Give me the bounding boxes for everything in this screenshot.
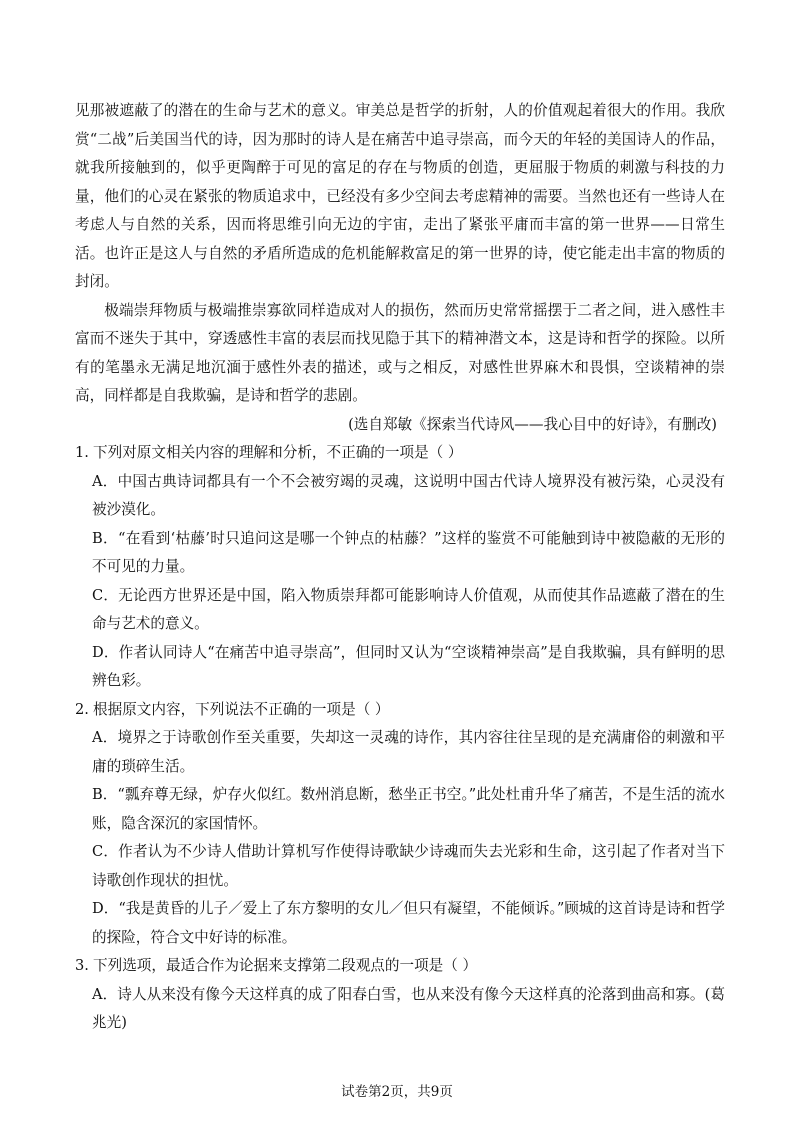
question-2-number: 2. [75, 700, 89, 718]
question-3-option-a: A．诗人从来没有像今天这样真的成了阳春白雪，也从来没有像今天这样真的沦落到曲高和寡。(葛兆光) [92, 985, 725, 1031]
question-1-option-b: B．“在看到‘枯藤’时只追问这是哪一个钟点的枯藤？”这样的鉴赏不可能触到诗中被隐蔽的无形的不可见的力量。 [92, 529, 725, 575]
question-3-number: 3. [75, 957, 89, 974]
source-citation: (选自郑敏《探索当代诗风——我心目中的好诗》，有删改) [348, 415, 717, 433]
question-1-number: 1. [75, 444, 89, 461]
body-paragraph-1: 见那被遮蔽了的潜在的生命与艺术的意义。审美总是哲学的折射，人的价值观起着很大的作用。我欣赏“二战”后美国当代的诗，因为那时的诗人是在痛苦中追寻崇高，而今天的年轻的美国诗人的作品，就我所接触到的，似乎更陶醉于可见的富足的存在与物质的创造，更屈服于物质的刺激与科技的力量，他们的心灵在紧张的物质追求中，已经没有多少空间去考虑精神的需要。当然也还有一些诗人在考虑人与自然的关系，因而将思维引向无边的宇宙，走出了紧张平庸而丰富的第一世界——日常生活。也许正是这人与自然的矛盾所造成的危机能解救富足的第一世界的诗，使它能走出丰富的物质的封闭。 [75, 102, 725, 290]
question-2-text: 根据原文内容，下列说法不正确的一项是（ ） [93, 700, 390, 718]
question-1-option-d: D．作者认同诗人“在痛苦中追寻崇高”，但同时又认为“空谈精神崇高”是自我欺骗，具有鲜明的思辨色彩。 [92, 643, 725, 689]
question-1-stem [75, 439, 725, 468]
question-2 [75, 696, 725, 953]
body-paragraph-2: 极端崇拜物质与极端推崇寡欲同样造成对人的损伤，然而历史常常摇摆于二者之间，进入感性丰富而不迷失于其中，穿透感性丰富的表层而找见隐于其下的精神潜文本，这是诗和哲学的探险。以所有的笔墨永无满足地沉湎于感性外表的描述，或与之相反，对感性世界麻木和畏惧，空谈精神的崇高，同样都是自我欺骗，是诗和哲学的悲剧。 [75, 301, 725, 404]
question-1-option-a: A．中国古典诗词都具有一个不会被穷竭的灵魂，这说明中国古代诗人境界没有被污染，心灵没有被沙漠化。 [92, 472, 725, 518]
question-2-stem [75, 696, 725, 725]
question-2-option-d: D．“我是黄昏的儿子／爱上了东方黎明的女儿／但只有凝望，不能倾诉。”顾城的这首诗是诗和哲学的探险，符合文中好诗的标准。 [92, 900, 725, 946]
question-2-option-a: A．境界之于诗歌创作至关重要，失却这一灵魂的诗作，其内容往往呈现的是充满庸俗的刺激和平庸的琐碎生活。 [92, 729, 725, 775]
question-2-option-c: C．作者认为不少诗人借助计算机写作使得诗歌缺少诗魂而失去光彩和生命，这引起了作者对当下诗歌创作现状的担忧。 [92, 843, 725, 889]
question-2-option-b: B．“瓢弃尊无绿，炉存火似红。数州消息断，愁坐正书空。”此处杜甫升华了痛苦，不是生活的流水账，隐含深沉的家国情怀。 [92, 786, 725, 832]
question-1 [75, 439, 725, 696]
question-3-text: 下列选项，最适合作为论据来支撑第二段观点的一项是（ ） [93, 957, 478, 974]
question-3 [75, 952, 725, 1038]
page-footer: 试卷第2页，共9页 [341, 1084, 453, 1100]
question-3-stem [75, 952, 725, 981]
question-1-option-c: C．无论西方世界还是中国，陷入物质崇拜都可能影响诗人价值观，从而使其作品遮蔽了潜在的生命与艺术的意义。 [92, 586, 725, 632]
page-content [75, 97, 725, 1038]
question-1-text: 下列对原文相关内容的理解和分析，不正确的一项是（ ） [93, 444, 463, 461]
